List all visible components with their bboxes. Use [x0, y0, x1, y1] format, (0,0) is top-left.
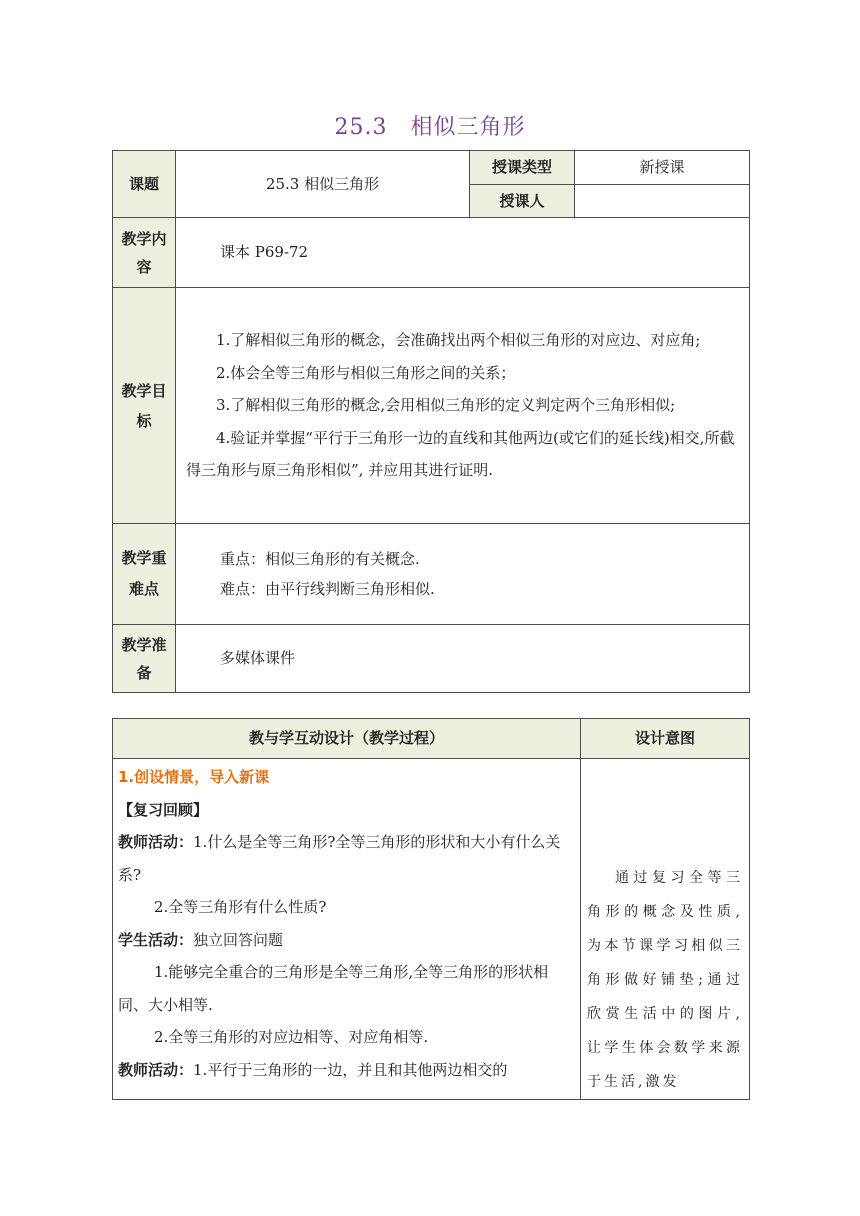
goals-label: 教学目标	[113, 288, 176, 524]
type-value: 新授课	[575, 151, 750, 185]
lesson-info-table	[112, 150, 750, 693]
teacher-question-1: 1.什么是全等三角形?全等三角形的形状和大小有什么关系?	[118, 833, 561, 884]
key-points	[176, 524, 750, 625]
teacher-activity-label: 教师活动：	[118, 833, 194, 851]
student-answer-1: 1.能够完全重合的三角形是全等三角形,全等三角形的形状相同、大小相等.	[118, 963, 549, 1014]
teaching-process-table	[112, 718, 750, 1100]
teacher-label: 授课人	[470, 185, 575, 218]
content-value: 课本 P69-72	[176, 218, 750, 288]
goals-list	[176, 288, 750, 524]
goal-item: 4.验证并掌握“平行于三角形一边的直线和其他两边(或它们的延长线)相交,所截得三角形与原三角形相似”, 并应用其进行证明.	[186, 428, 735, 480]
teacher-value	[575, 185, 750, 218]
teacher-activity	[118, 826, 572, 891]
teacher-activity-label-2: 教师活动：	[118, 1060, 194, 1079]
student-activity	[118, 924, 572, 957]
intent-header: 设计意图	[581, 719, 750, 759]
process-body	[113, 759, 581, 1100]
difficult-point: 难点：由平行线判断三角形相似.	[220, 580, 435, 598]
student-activity-text: 独立回答问题	[193, 930, 284, 949]
teacher-activity-2-text: 1.平行于三角形的一边，并且和其他两边相交的	[193, 1060, 508, 1079]
student-activity-label: 学生活动：	[118, 930, 194, 949]
prep-label: 教学准备	[113, 625, 176, 693]
page-title: 25.3 相似三角形	[334, 115, 526, 140]
type-label: 授课类型	[470, 151, 575, 185]
content-label: 教学内容	[113, 218, 176, 288]
section-heading: 1.创设情景，导入新课	[118, 768, 270, 786]
process-header: 教与学互动设计（教学过程）	[113, 719, 581, 759]
prep-value: 多媒体课件	[176, 625, 750, 693]
goal-item: 1.了解相似三角形的概念，会准确找出两个相似三角形的对应边、对应角;	[216, 331, 701, 350]
goal-item: 3.了解相似三角形的概念,会用相似三角形的定义判定两个三角形相似;	[216, 396, 676, 415]
topic-value: 25.3 相似三角形	[176, 151, 470, 218]
teacher-question-2: 2.全等三角形有什么性质?	[154, 898, 327, 916]
design-intent-text: 通过复习全等三角形的概念及性质,为本节课学习相似三角形做好铺垫;通过欣赏生活中的图片,让学生体会数学来源于生活,激发	[587, 870, 743, 1090]
goal-item: 2.体会全等三角形与相似三角形之间的关系；	[216, 363, 516, 382]
key-points-label: 教学重难点	[113, 524, 176, 625]
review-heading: 【复习回顾】	[118, 800, 209, 819]
topic-label: 课题	[113, 151, 176, 218]
teacher-activity-2	[118, 1054, 572, 1087]
key-point: 重点：相似三角形的有关概念.	[220, 550, 420, 568]
student-answer-2: 2.全等三角形的对应边相等、对应角相等.	[154, 1028, 429, 1046]
intent-cell	[581, 759, 750, 1100]
